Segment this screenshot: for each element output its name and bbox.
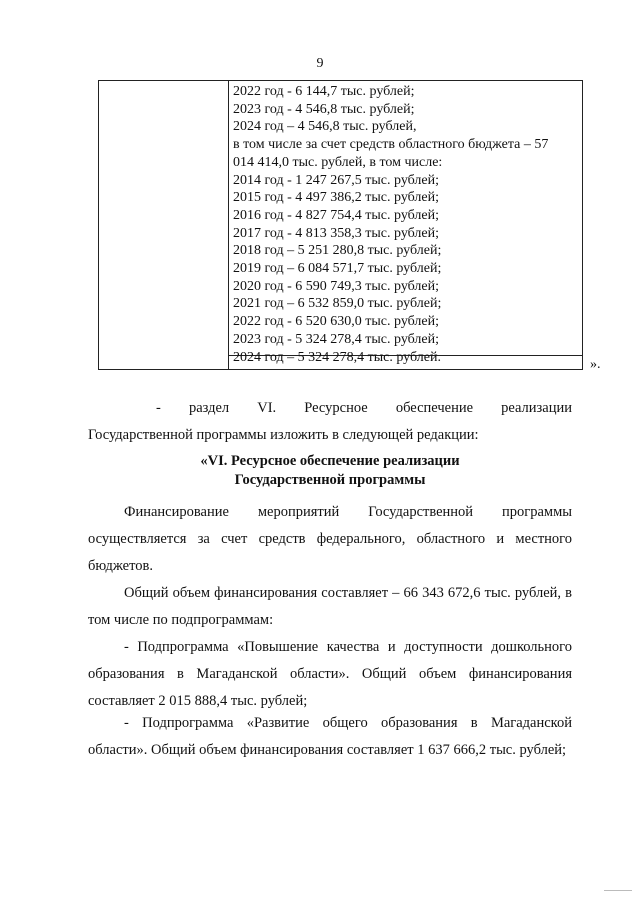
table-column-divider bbox=[228, 81, 229, 369]
funding-table bbox=[98, 80, 583, 370]
funding-line: 2023 год - 5 324 278,4 тыс. рублей; bbox=[233, 331, 440, 347]
heading-line-2: Государственной программы bbox=[234, 472, 426, 488]
funding-line: в том числе за счет средств областного бюджета – 57 bbox=[233, 137, 549, 153]
page-number: 9 bbox=[316, 56, 324, 71]
section-heading bbox=[88, 452, 572, 490]
funding-line: 2022 год - 6 520 630,0 тыс. рублей; bbox=[233, 314, 440, 330]
paragraph-subprogram-preschool: - Подпрограмма «Повышение качества и доступности дошкольного образования в Магаданской области». Общий объем финансирования составляет 2 015 888,4 тыс. рублей; bbox=[88, 639, 572, 709]
funding-line: 2021 год – 6 532 859,0 тыс. рублей; bbox=[233, 296, 442, 312]
funding-line: 2017 год - 4 813 358,3 тыс. рублей; bbox=[233, 225, 440, 241]
intro-line-2: Государственной программы изложить в следующей редакции: bbox=[88, 427, 479, 443]
funding-line: 2024 год – 4 546,8 тыс. рублей, bbox=[233, 119, 417, 135]
funding-line: 2023 год - 4 546,8 тыс. рублей; bbox=[233, 101, 415, 117]
funding-line: 014 414,0 тыс. рублей, в том числе: bbox=[233, 154, 443, 170]
funding-lines bbox=[233, 83, 578, 366]
scan-artifact-line bbox=[604, 890, 632, 891]
paragraph-total-volume: Общий объем финансирования составляет – 66 343 672,6 тыс. рублей, в том числе по подпрограммам: bbox=[88, 585, 572, 628]
heading-line-1: «VI. Ресурсное обеспечение реализации bbox=[200, 453, 460, 469]
paragraph-first-line: Финансирование мероприятий Государственной программы bbox=[124, 504, 572, 520]
funding-line: 2016 год - 4 827 754,4 тыс. рублей; bbox=[233, 207, 440, 223]
intro-word: реализации bbox=[501, 400, 572, 416]
paragraph-financing bbox=[88, 499, 572, 580]
intro-word: VI. bbox=[257, 400, 277, 416]
funding-line: 2020 год - 6 590 749,3 тыс. рублей; bbox=[233, 278, 440, 294]
funding-line: 2018 год – 5 251 280,8 тыс. рублей; bbox=[233, 243, 442, 259]
intro-paragraph bbox=[88, 395, 572, 449]
intro-word: Ресурсное bbox=[304, 400, 368, 416]
intro-word: - bbox=[156, 400, 161, 416]
funding-line: 2015 год - 4 497 386,2 тыс. рублей; bbox=[233, 190, 440, 206]
funding-line: 2024 год – 5 324 278,4 тыс. рублей. bbox=[233, 349, 441, 365]
funding-line: 2019 год – 6 084 571,7 тыс. рублей; bbox=[233, 261, 442, 277]
funding-line: 2014 год - 1 247 267,5 тыс. рублей; bbox=[233, 172, 440, 188]
intro-word: раздел bbox=[188, 400, 230, 416]
paragraph-subprogram-general: - Подпрограмма «Развитие общего образования в Магаданской области». Общий объем финансирования составляет 1 637 666,2 тыс. рублей; bbox=[88, 715, 572, 758]
closing-quote: ». bbox=[590, 357, 601, 372]
intro-word: обеспечение bbox=[395, 400, 474, 416]
intro-line-1 bbox=[88, 395, 572, 422]
paragraph-rest: осуществляется за счет средств федерального, областного и местного бюджетов. bbox=[88, 531, 572, 574]
funding-line: 2022 год - 6 144,7 тыс. рублей; bbox=[233, 84, 415, 99]
